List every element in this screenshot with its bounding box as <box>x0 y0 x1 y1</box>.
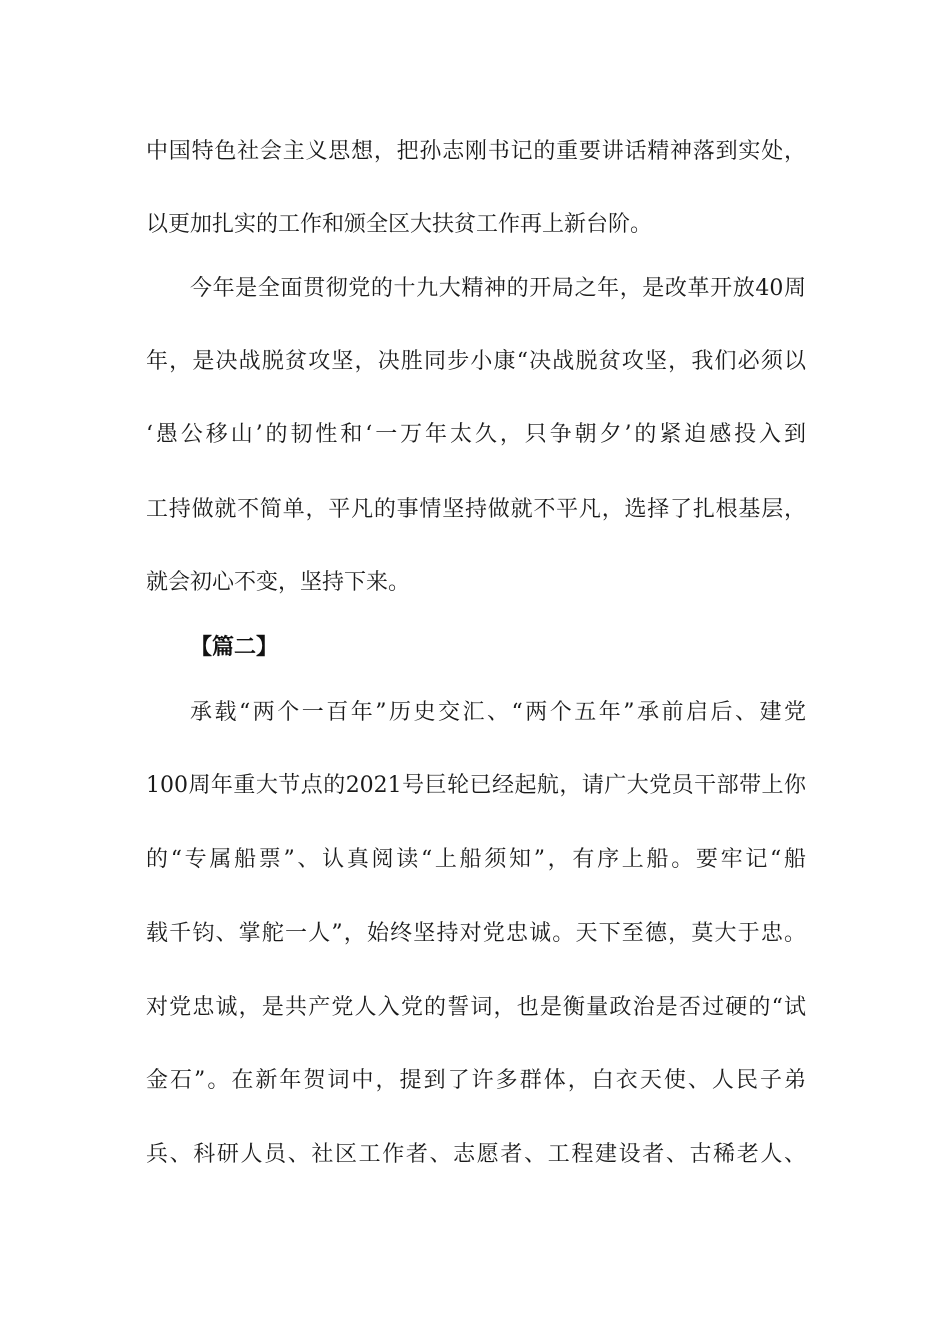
text-line: 以更加扎实的工作和颁全区大扶贫工作再上新台阶。 <box>146 212 653 237</box>
text-line: 就会初心不变，坚持下来。 <box>146 570 411 595</box>
text-line: 的“专属船票”、认真阅读“上船须知”，有序上船。要牢记“船 <box>146 847 806 872</box>
text-line: 金石”。在新年贺词中，提到了许多群体，白衣天使、人民子弟 <box>146 1068 806 1093</box>
text-line: 载千钧、掌舵一人”，始终坚持对党忠诚。天下至德，莫大于忠。 <box>146 921 806 946</box>
text-line: 100周年重大节点的2021号巨轮已经起航，请广大党员干部带上你 <box>146 773 806 798</box>
text-line: ‘愚公移山’的韧性和‘一万年太久，只争朝夕’的紧迫感投入到 <box>146 422 806 447</box>
paragraph-first-line: 今年是全面贯彻党的十九大精神的开局之年，是改革开放40周 <box>190 276 806 301</box>
text-line: 工持做就不简单，平凡的事情坚持做就不平凡，选择了扎根基层， <box>146 497 806 522</box>
paragraph-first-line: 承载“两个一百年”历史交汇、“两个五年”承前启后、建党 <box>190 700 806 725</box>
text-line: 年，是决战脱贫攻坚，决胜同步小康“决战脱贫攻坚，我们必须以 <box>146 349 806 374</box>
text-line: 兵、科研人员、社区工作者、志愿者、工程建设者、古稀老人、 <box>146 1142 806 1167</box>
section-heading: 【篇二】 <box>190 635 279 660</box>
text-line: 对党忠诚，是共产党人入党的誓词，也是衡量政治是否过硬的“试 <box>146 995 806 1020</box>
text-line: 中国特色社会主义思想，把孙志刚书记的重要讲话精神落到实处， <box>146 139 806 164</box>
